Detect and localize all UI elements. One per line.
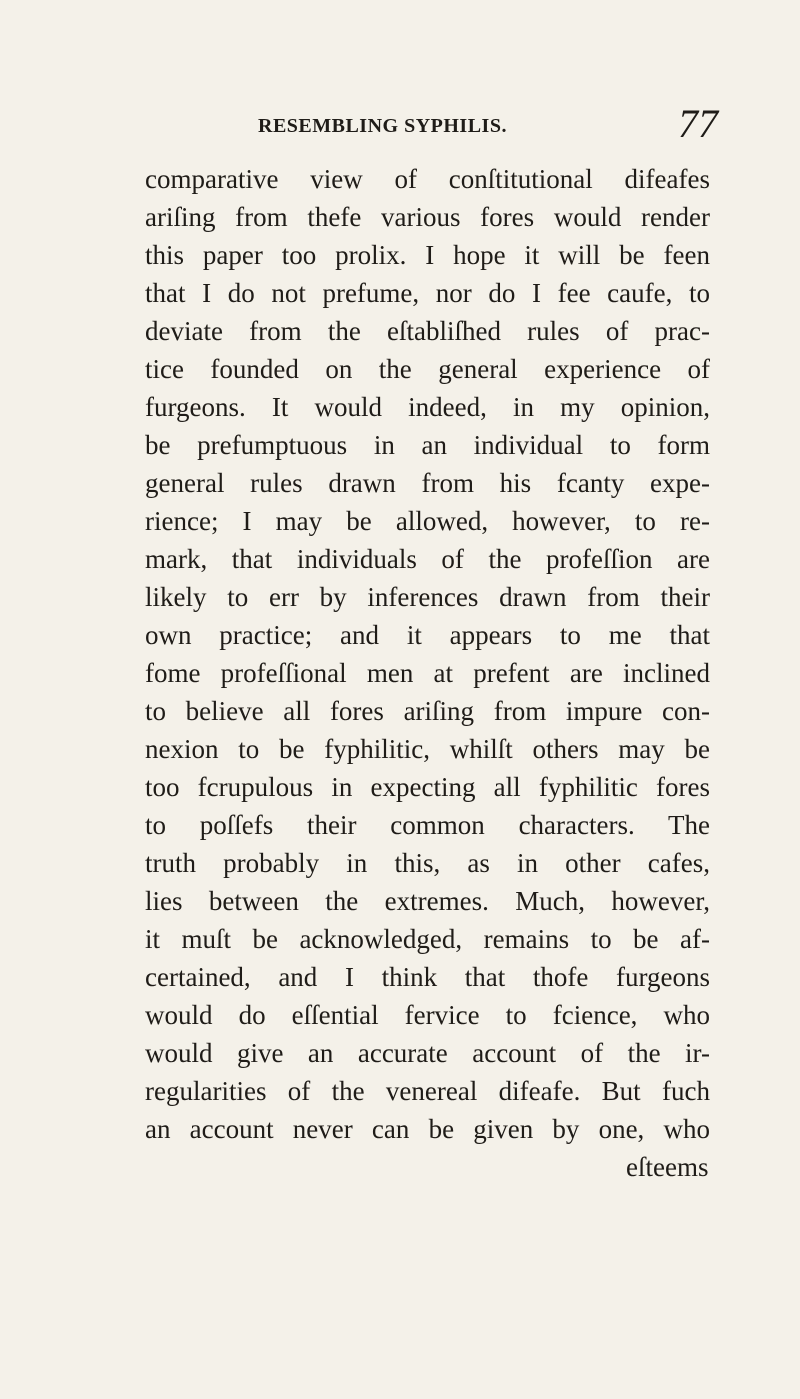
- text-line: certained, and I think that thofe furgeons: [145, 962, 710, 992]
- text-line: fome profeſſional men at prefent are inclined: [145, 658, 710, 688]
- text-line: that I do not prefume, nor do I fee caufe, to: [145, 278, 710, 308]
- text-line: lies between the extremes. Much, however,: [145, 886, 710, 916]
- running-head: RESEMBLING SYPHILIS.: [258, 115, 507, 137]
- text-line: would do eſſential fervice to fcience, who: [145, 1000, 710, 1030]
- text-line: nexion to be fyphilitic, whilſt others may be: [145, 734, 710, 764]
- text-line: it muſt be acknowledged, remains to be af-: [145, 924, 710, 954]
- text-line: mark, that individuals of the profeſſion are: [145, 544, 710, 574]
- page-number: 77: [678, 101, 718, 146]
- text-line: comparative view of conſtitutional difeafes: [145, 164, 710, 194]
- text-line: own practice; and it appears to me that: [145, 620, 710, 650]
- text-line: truth probably in this, as in other cafes,: [145, 848, 710, 878]
- text-line: rience; I may be allowed, however, to re-: [145, 506, 710, 536]
- text-line: deviate from the eſtabliſhed rules of prac-: [145, 316, 710, 346]
- text-line: likely to err by inferences drawn from their: [145, 582, 710, 612]
- text-line: general rules drawn from his fcanty expe-: [145, 468, 710, 498]
- text-line: tice founded on the general experience of: [145, 354, 710, 384]
- text-line: this paper too prolix. I hope it will be feen: [145, 240, 710, 270]
- text-line: to poſſefs their common characters. The: [145, 810, 710, 840]
- text-line: ariſing from thefe various fores would render: [145, 202, 710, 232]
- text-line: to believe all fores ariſing from impure con-: [145, 696, 710, 726]
- text-line: too fcrupulous in expecting all fyphilitic fores: [145, 772, 710, 802]
- text-line: regularities of the venereal difeafe. But fuch: [145, 1076, 710, 1106]
- text-line: be prefumptuous in an individual to form: [145, 430, 710, 460]
- catchword: eſteems: [626, 1152, 709, 1182]
- text-line: an account never can be given by one, who: [145, 1114, 710, 1144]
- text-line: furgeons. It would indeed, in my opinion,: [145, 392, 710, 422]
- text-line: would give an accurate account of the ir-: [145, 1038, 710, 1068]
